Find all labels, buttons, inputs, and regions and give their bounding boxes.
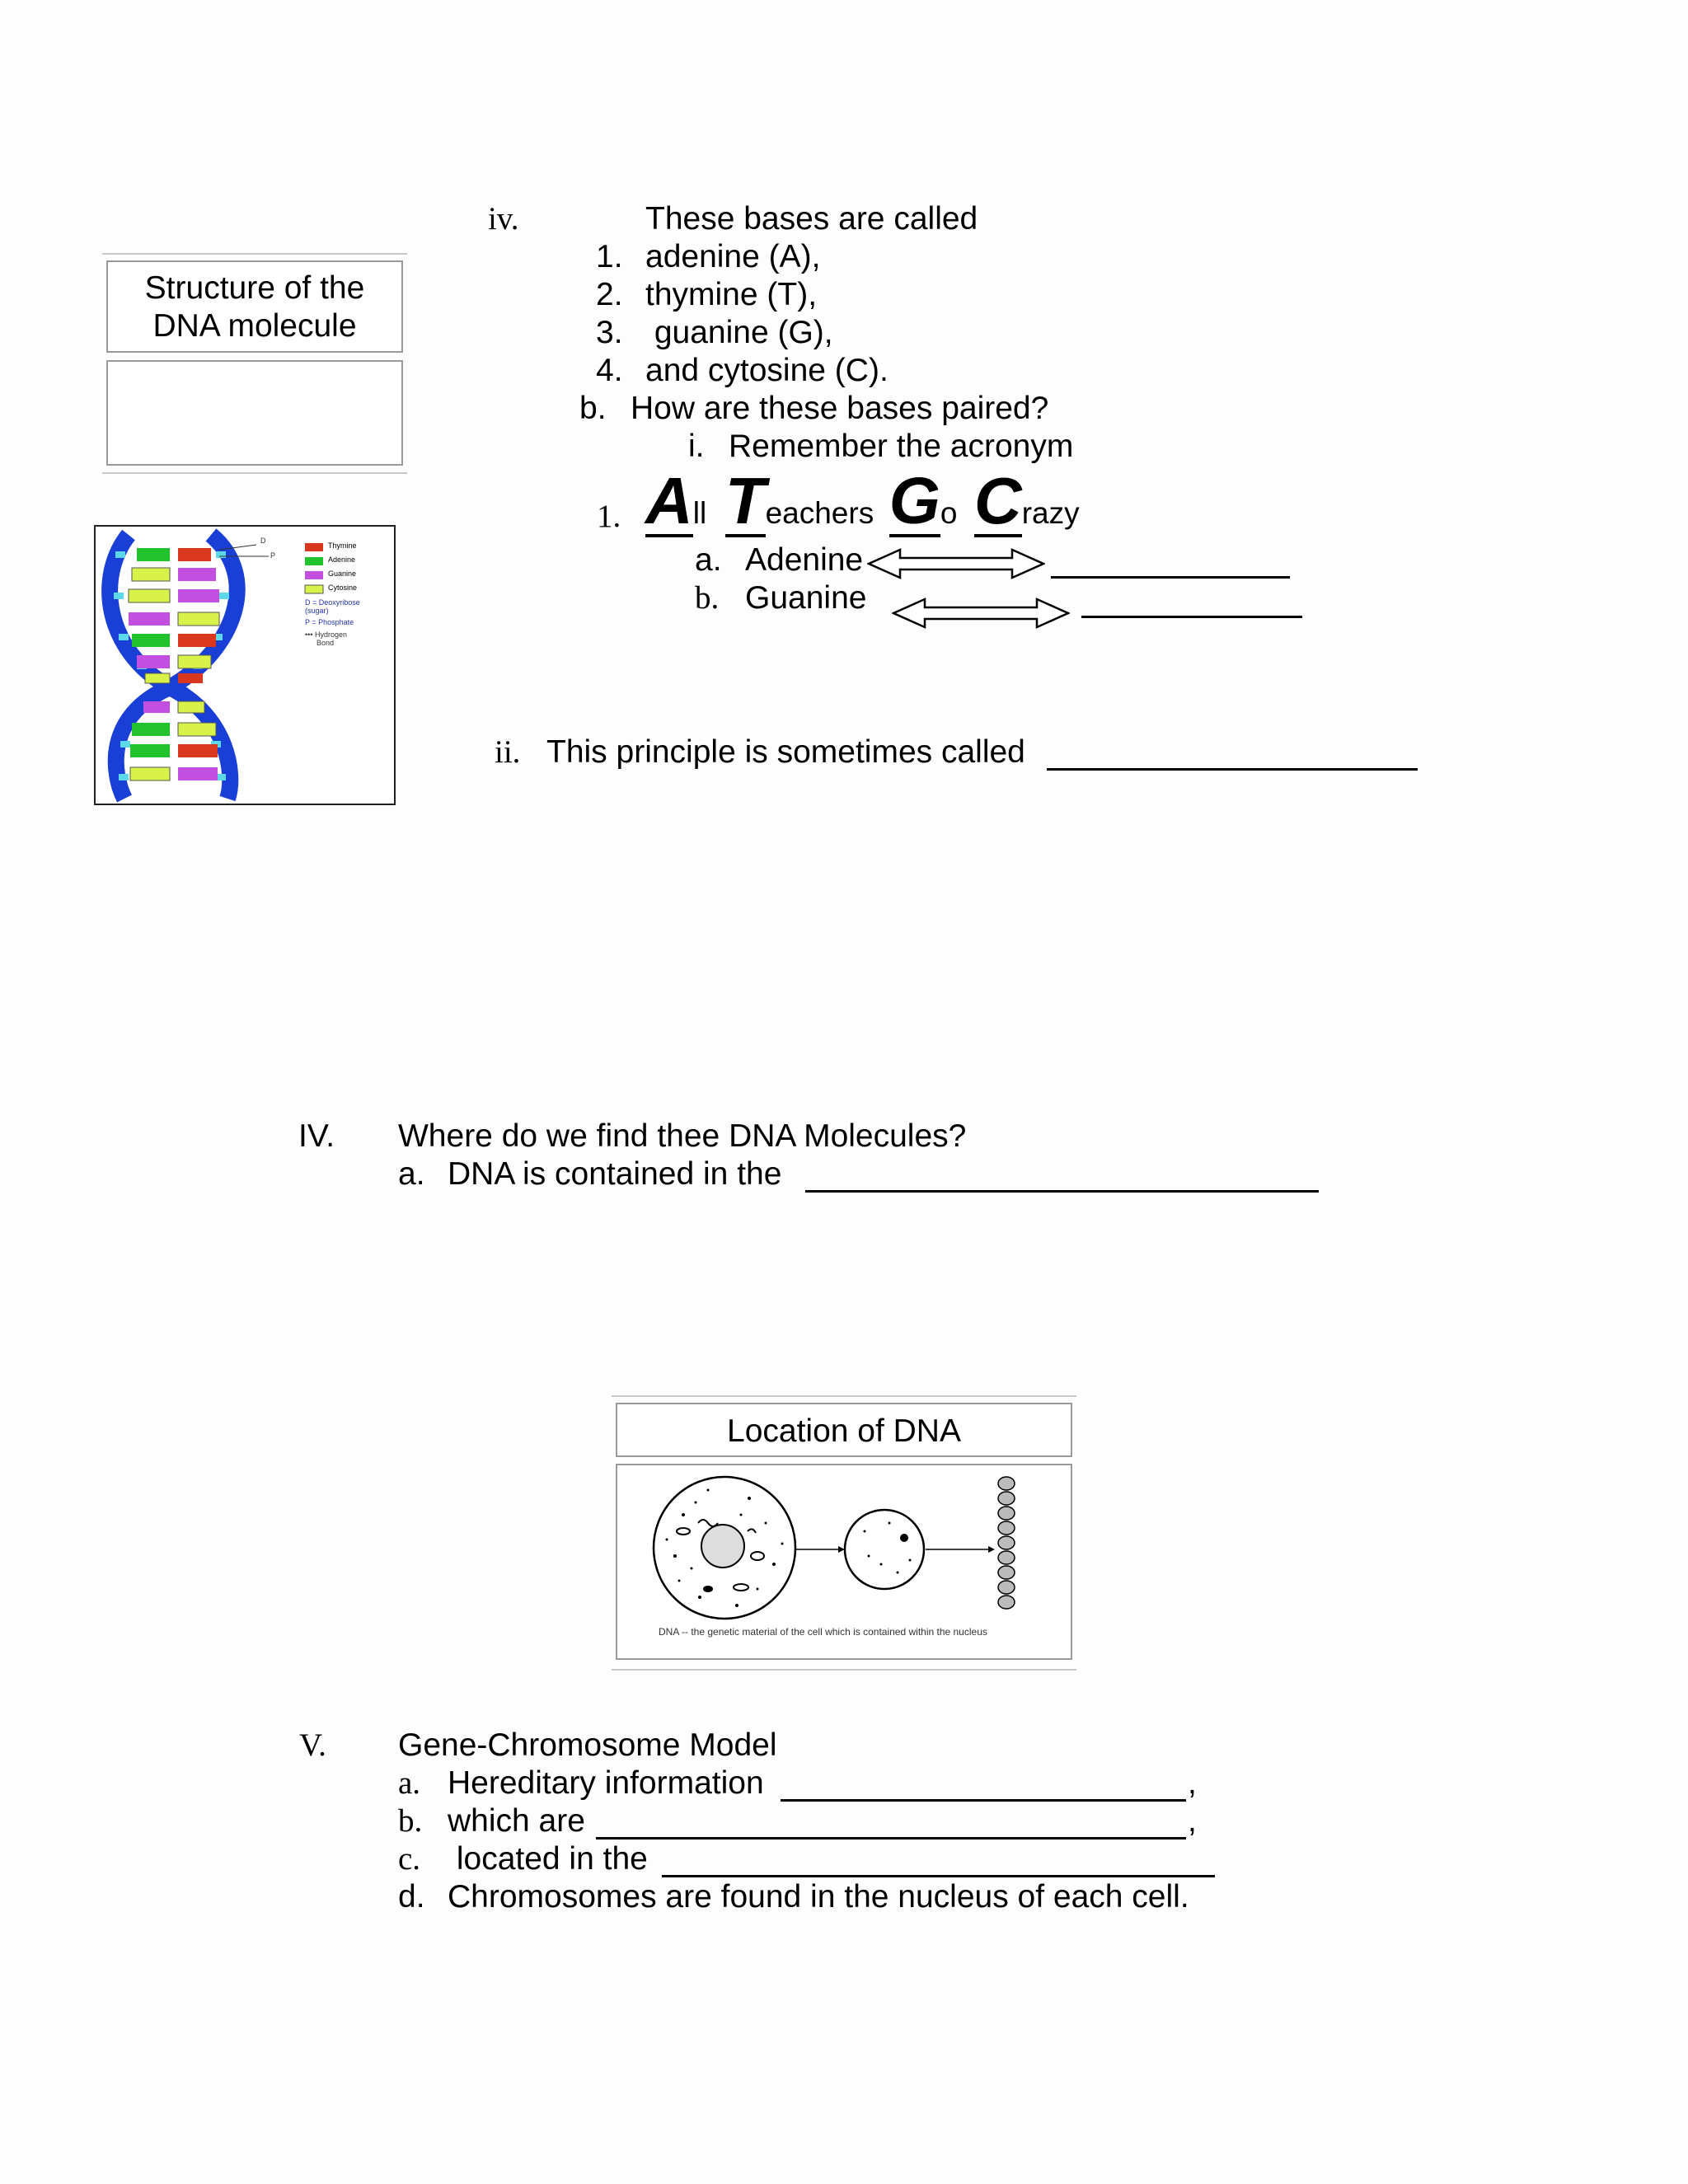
section-IV-a-text: DNA is contained in the bbox=[448, 1156, 782, 1192]
acronym-g-big: G bbox=[889, 464, 940, 537]
base-item-text: and cytosine (C). bbox=[645, 353, 889, 388]
section-V-item-suffix: , bbox=[1188, 1765, 1197, 1801]
nucleus-enlarged bbox=[845, 1510, 924, 1589]
base-thymine bbox=[178, 548, 211, 561]
section-V-item-blank bbox=[596, 1809, 1186, 1840]
section-IV-question: Where do we find thee DNA Molecules? bbox=[398, 1118, 967, 1154]
base-item-num: 2. bbox=[596, 277, 623, 312]
acronym-a-small: ll bbox=[692, 496, 707, 530]
location-caption: DNA -- the genetic material of the cell which is contained within the nucleus bbox=[659, 1626, 987, 1638]
dna-diagram bbox=[94, 525, 396, 805]
acronym-c-small: razy bbox=[1021, 496, 1080, 530]
acronym-t-big: T bbox=[724, 464, 766, 537]
double-arrow-icon bbox=[892, 597, 1070, 630]
pair-answer-blank bbox=[1051, 548, 1290, 579]
section-iv-text: These bases are called bbox=[645, 201, 978, 237]
section-iv-marker: iv. bbox=[488, 201, 519, 237]
section-V-item-blank bbox=[662, 1847, 1215, 1877]
section-V-item-text: located in the bbox=[448, 1841, 648, 1877]
section-b-sub-marker: i. bbox=[688, 429, 705, 464]
base-guanine bbox=[137, 655, 170, 668]
base-item-text: thymine (T), bbox=[645, 277, 818, 312]
acronym-c-big: C bbox=[973, 464, 1022, 537]
structure-title-box bbox=[106, 260, 403, 353]
structure-empty-box bbox=[106, 360, 403, 466]
legend-guanine: Guanine bbox=[328, 569, 357, 578]
acronym-g-small: o bbox=[940, 496, 958, 530]
base-cytosine bbox=[178, 655, 211, 668]
legend-cytosine: Cytosine bbox=[328, 583, 358, 592]
structure-title-line2: DNA molecule bbox=[152, 308, 357, 344]
double-arrow-icon bbox=[867, 547, 1045, 580]
legend-swatch-cytosine bbox=[305, 585, 323, 593]
section-IV-marker: IV. bbox=[298, 1118, 335, 1154]
nucleus bbox=[701, 1525, 744, 1568]
structure-title-line1: Structure of the bbox=[144, 270, 365, 306]
base-cytosine bbox=[178, 723, 216, 736]
legend-adenine: Adenine bbox=[328, 555, 356, 564]
dna-strand-icon bbox=[998, 1477, 1015, 1609]
legend-thymine: Thymine bbox=[328, 541, 357, 550]
base-item-num: 1. bbox=[596, 239, 623, 274]
legend-swatch-guanine bbox=[305, 571, 323, 579]
base-thymine bbox=[178, 673, 203, 683]
base-cytosine bbox=[178, 612, 219, 626]
section-b-sub-text: Remember the acronym bbox=[729, 429, 1074, 464]
section-V-item-marker: a. bbox=[398, 1765, 421, 1801]
acronym-t-small: eachers bbox=[765, 496, 874, 530]
pair-answer-blank bbox=[1081, 588, 1302, 618]
section-V-item-text: which are bbox=[448, 1803, 585, 1839]
base-adenine bbox=[137, 548, 170, 561]
section-V-item-suffix: , bbox=[1188, 1803, 1197, 1839]
base-item-num: 3. bbox=[596, 315, 623, 350]
base-adenine bbox=[132, 634, 170, 647]
section-b-text: How are these bases paired? bbox=[631, 391, 1049, 426]
pair-text: Guanine bbox=[745, 580, 867, 616]
dna-p-mark: P bbox=[270, 551, 276, 560]
pair-marker: a. bbox=[695, 542, 722, 578]
base-guanine bbox=[178, 589, 219, 602]
base-cytosine bbox=[132, 568, 170, 581]
base-pairs bbox=[129, 548, 219, 780]
base-adenine bbox=[130, 744, 170, 757]
section-V-item-text: Chromosomes are found in the nucleus of each cell. bbox=[448, 1879, 1189, 1915]
base-thymine bbox=[178, 744, 218, 757]
section-b-marker: b. bbox=[579, 391, 607, 426]
base-cytosine bbox=[145, 673, 170, 683]
location-image-box bbox=[616, 1464, 1072, 1660]
section-IV-a-marker: a. bbox=[398, 1156, 425, 1192]
legend-swatch-adenine bbox=[305, 557, 323, 565]
dna-d-mark: D bbox=[260, 537, 266, 545]
location-title-box bbox=[616, 1403, 1072, 1457]
legend-phosphate: P = Phosphate bbox=[305, 618, 354, 626]
base-guanine bbox=[129, 612, 170, 626]
section-V-item-text: Hereditary information bbox=[448, 1765, 764, 1801]
base-guanine bbox=[143, 701, 170, 713]
acronym-num: 1. bbox=[597, 499, 621, 534]
pair-text: Adenine bbox=[745, 542, 864, 578]
legend-deoxyribose: D = Deoxyribose bbox=[305, 598, 360, 607]
location-title: Location of DNA bbox=[727, 1413, 961, 1449]
principle-text: This principle is sometimes called bbox=[546, 734, 1025, 770]
base-guanine bbox=[178, 568, 216, 581]
base-adenine bbox=[132, 723, 170, 736]
base-item-text: guanine (G), bbox=[645, 315, 833, 350]
base-cytosine bbox=[178, 701, 204, 713]
base-item-num: 4. bbox=[596, 353, 623, 388]
acronym-line bbox=[645, 464, 1080, 537]
section-V-marker: V. bbox=[299, 1727, 326, 1763]
section-V-title: Gene-Chromosome Model bbox=[398, 1727, 777, 1763]
principle-marker: ii. bbox=[495, 734, 521, 770]
principle-blank bbox=[1047, 740, 1418, 771]
legend-bond: Bond bbox=[316, 639, 335, 647]
base-guanine bbox=[178, 767, 218, 780]
section-IV-a-blank bbox=[805, 1162, 1319, 1193]
pair-marker: b. bbox=[695, 580, 720, 616]
legend-swatch-thymine bbox=[305, 543, 323, 551]
section-V-item-marker: b. bbox=[398, 1803, 423, 1839]
base-cytosine bbox=[130, 767, 170, 780]
base-thymine bbox=[178, 634, 216, 647]
acronym-a-big: A bbox=[645, 464, 693, 537]
section-V-item-marker: d. bbox=[398, 1879, 425, 1915]
base-item-text: adenine (A), bbox=[645, 239, 821, 274]
section-V-item-blank bbox=[781, 1771, 1186, 1802]
base-cytosine bbox=[129, 589, 170, 602]
legend-hydrogen: ••• Hydrogen bbox=[305, 630, 347, 639]
section-V-item-marker: c. bbox=[398, 1841, 421, 1877]
dna-helix-svg bbox=[96, 527, 394, 804]
legend-sugar: (sugar) bbox=[305, 607, 329, 615]
